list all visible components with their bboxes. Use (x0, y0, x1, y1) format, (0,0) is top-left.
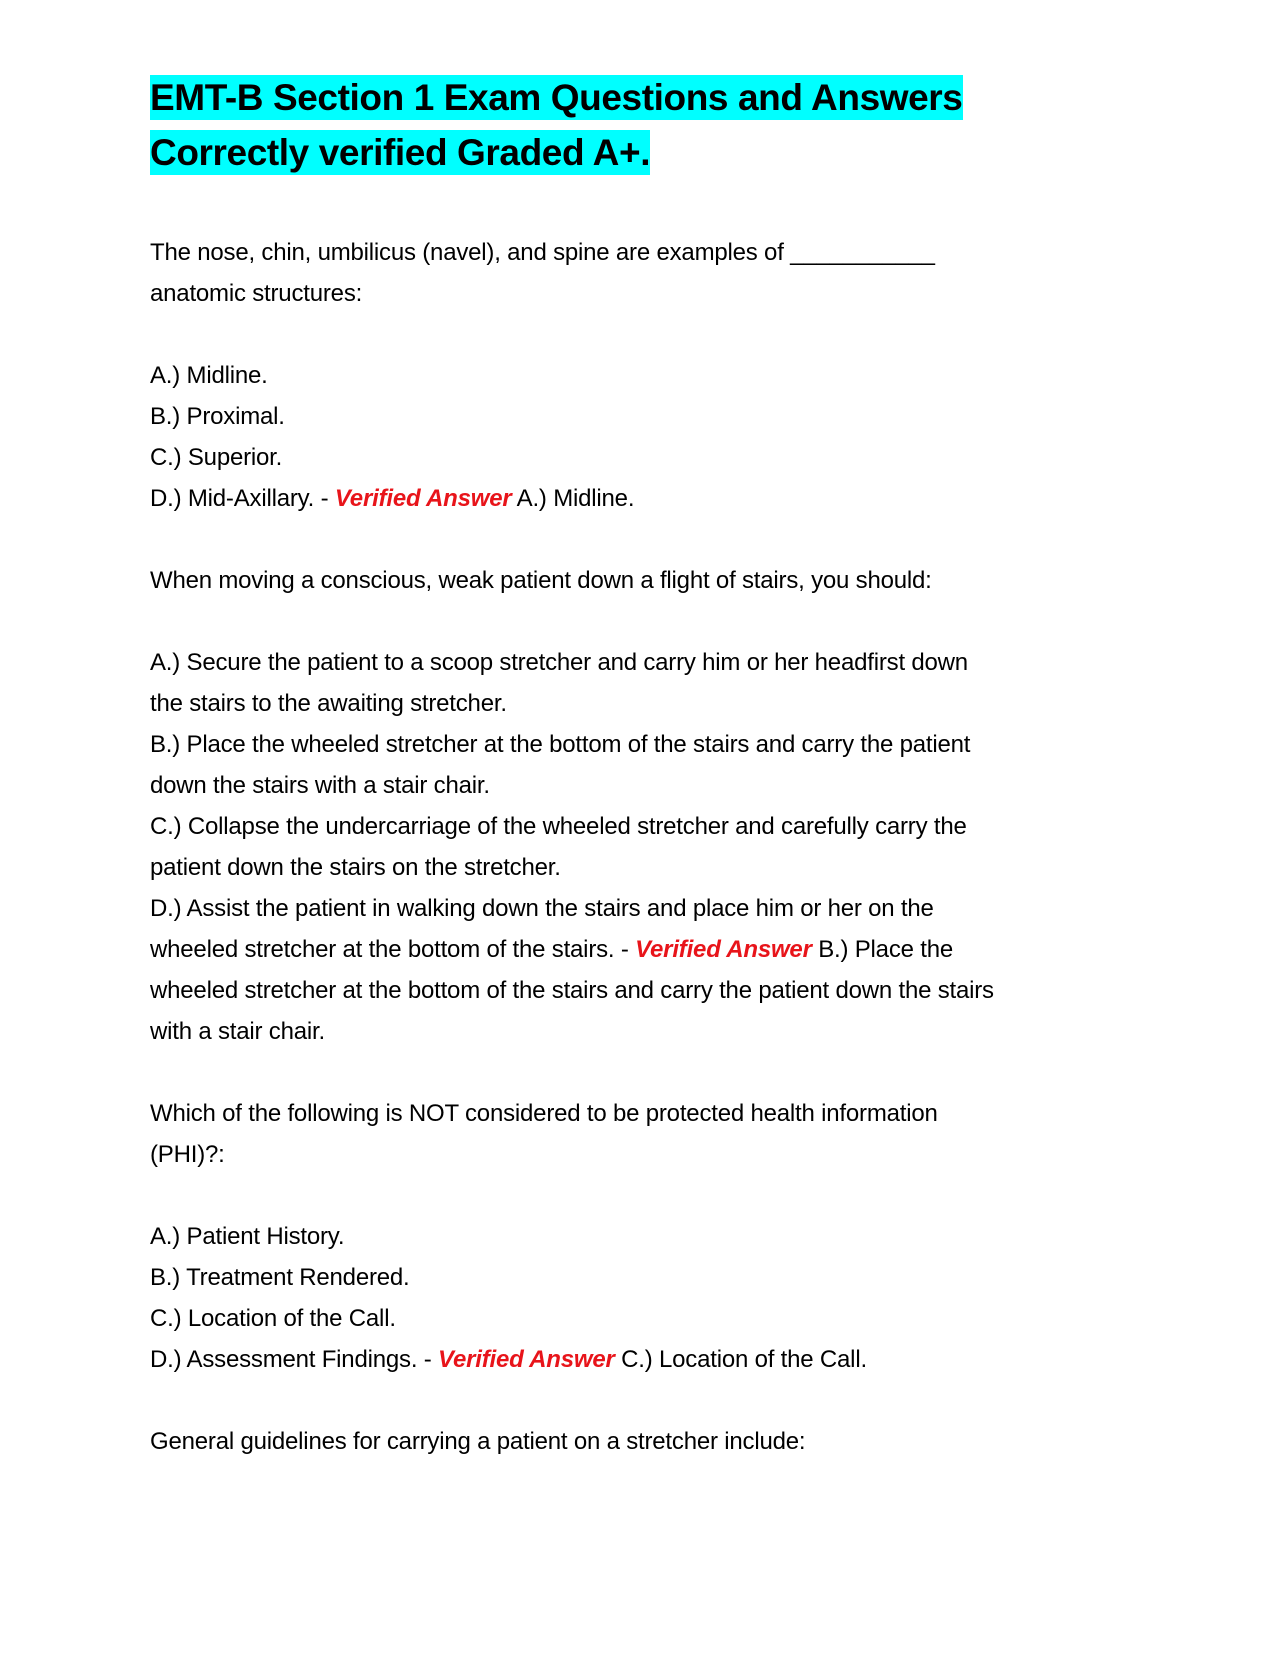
document-title (150, 70, 1130, 180)
spacer (150, 1052, 1130, 1093)
question-3 (150, 1093, 1130, 1380)
question-2 (150, 560, 1130, 1052)
question-4-stem-line-1: General guidelines for carrying a patient on a stretcher include: (150, 1428, 806, 1455)
question-2-option-line-6: patient down the stairs on the stretcher. (150, 854, 561, 881)
title-line-2: Correctly verified Graded A+. (150, 132, 651, 173)
question-3-option-b: B.) Treatment Rendered. (150, 1264, 410, 1291)
question-1-option-d-with-answer (150, 478, 1130, 519)
question-1-answer: A.) Midline. (511, 485, 635, 512)
question-2-answer-line-2: wheeled stretcher at the bottom of the stairs and carry the patient down the stairs (150, 977, 994, 1004)
document-body (150, 232, 1130, 1462)
question-1-option-b: B.) Proximal. (150, 403, 285, 430)
question-1-stem-line-1: The nose, chin, umbilicus (navel), and spine are examples of ___________ (150, 239, 935, 266)
verified-answer-label: Verified Answer (438, 1346, 615, 1373)
question-3-stem-line-1: Which of the following is NOT considered to be protected health information (150, 1100, 938, 1127)
question-1-option-c: C.) Superior. (150, 444, 283, 471)
question-3-option-c: C.) Location of the Call. (150, 1305, 396, 1332)
spacer (150, 314, 1130, 355)
question-2-answer: B.) Place the (811, 936, 954, 963)
question-2-option-d-end: wheeled stretcher at the bottom of the stairs. - (150, 936, 636, 963)
question-2-option-line-3: B.) Place the wheeled stretcher at the bottom of the stairs and carry the patient (150, 731, 971, 758)
question-2-option-line-5: C.) Collapse the undercarriage of the wheeled stretcher and carefully carry the (150, 813, 967, 840)
spacer (150, 519, 1130, 560)
spacer (150, 1175, 1130, 1216)
verified-answer-label: Verified Answer (635, 936, 812, 963)
question-1-stem-line-2: anatomic structures: (150, 280, 363, 307)
question-3-option-d: D.) Assessment Findings. - (150, 1346, 439, 1373)
question-3-stem-line-2: (PHI)?: (150, 1141, 225, 1168)
question-2-option-line-1: A.) Secure the patient to a scoop stretcher and carry him or her headfirst down (150, 649, 968, 676)
spacer (150, 1380, 1130, 1421)
question-3-option-d-with-answer (150, 1339, 1130, 1380)
question-2-option-line-7: D.) Assist the patient in walking down the stairs and place him or her on the (150, 895, 934, 922)
question-3-answer: C.) Location of the Call. (614, 1346, 867, 1373)
spacer (150, 601, 1130, 642)
title-line-1: EMT-B Section 1 Exam Questions and Answers (150, 77, 963, 118)
question-4 (150, 1421, 1130, 1462)
question-1 (150, 232, 1130, 519)
question-1-option-d: D.) Mid-Axillary. - (150, 485, 335, 512)
question-2-answer-line-3: with a stair chair. (150, 1018, 325, 1045)
question-2-option-line-2: the stairs to the awaiting stretcher. (150, 690, 507, 717)
question-1-option-a: A.) Midline. (150, 362, 268, 389)
question-2-stem-line-1: When moving a conscious, weak patient down a flight of stairs, you should: (150, 567, 932, 594)
question-2-option-line-4: down the stairs with a stair chair. (150, 772, 490, 799)
question-3-option-a: A.) Patient History. (150, 1223, 345, 1250)
verified-answer-label: Verified Answer (334, 485, 512, 512)
question-2-option-d-with-answer (150, 929, 1130, 970)
